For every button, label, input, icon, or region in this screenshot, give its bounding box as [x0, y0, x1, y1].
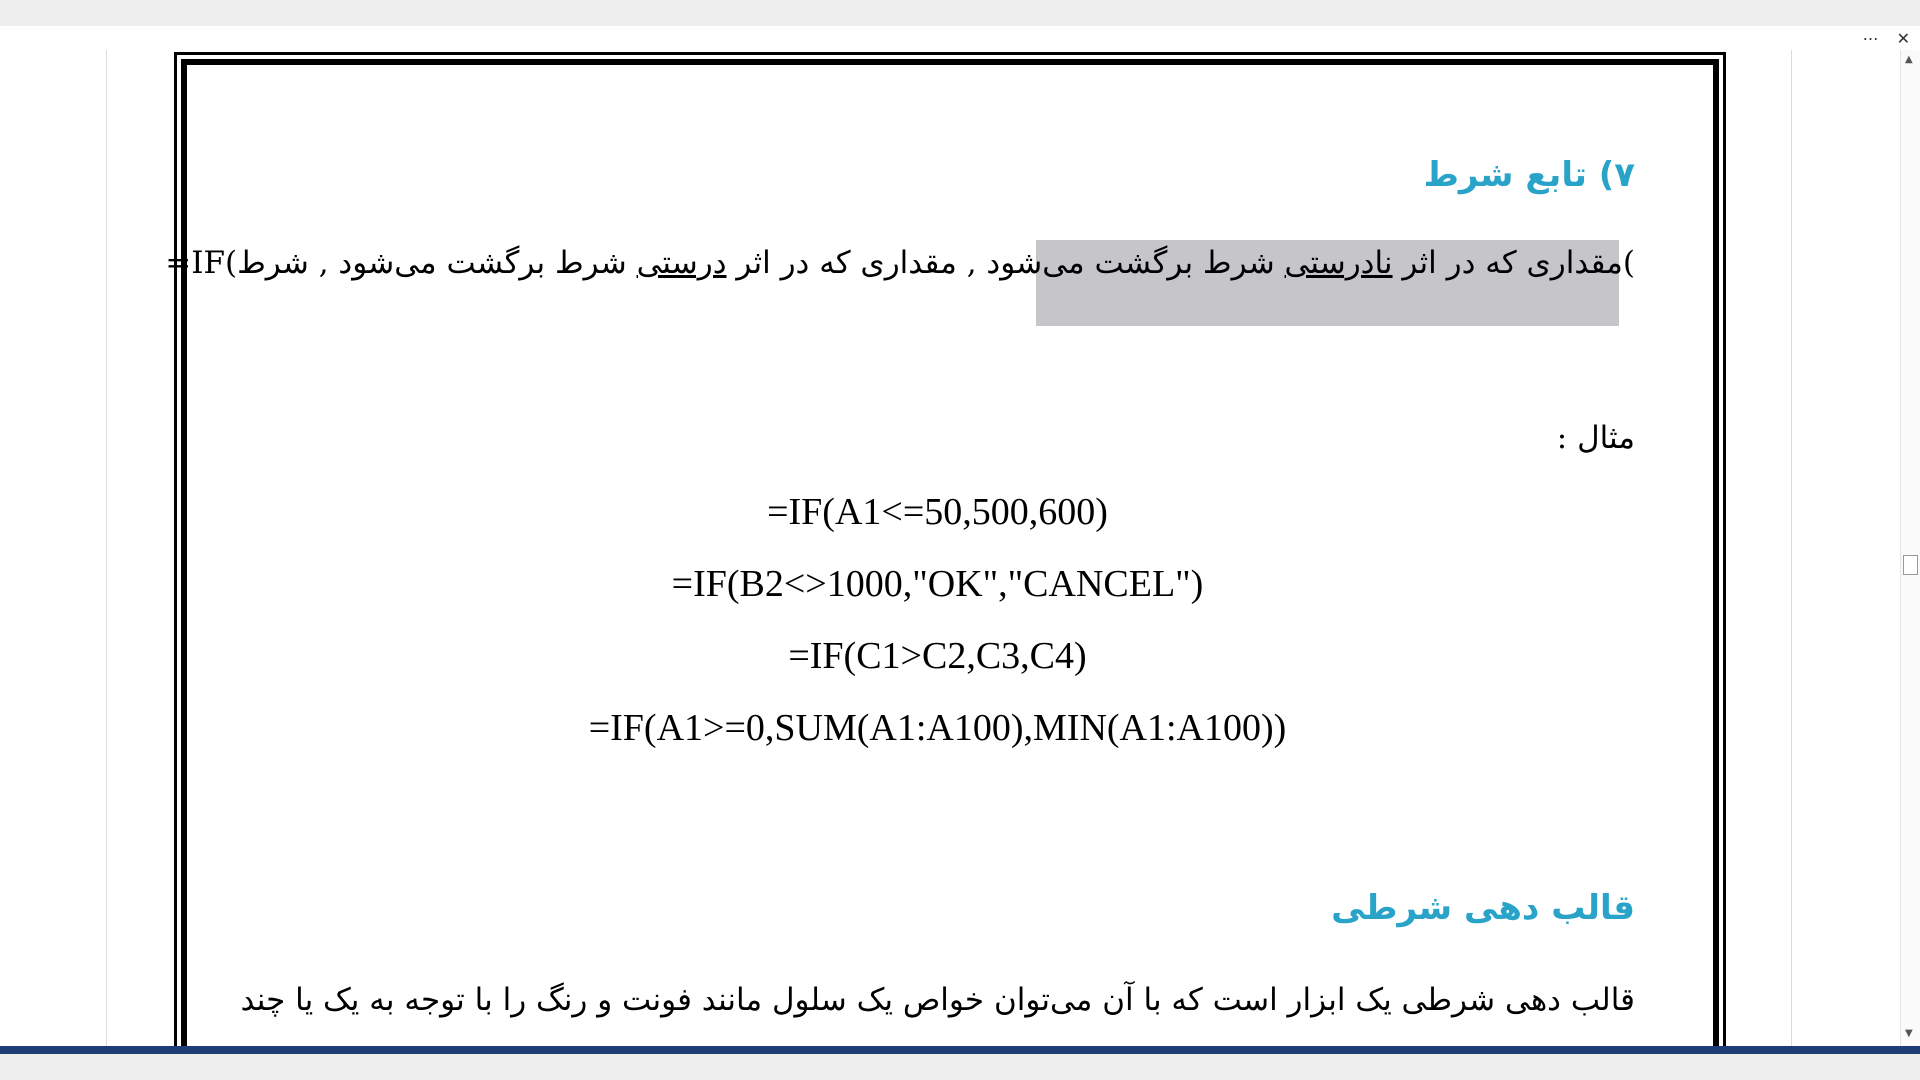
section-heading-conditional-formatting: قالب دهی شرطی — [1331, 888, 1635, 928]
syntax-true-part-a: مقداری که در اثر — [726, 245, 957, 281]
window-controls — [1863, 28, 1910, 48]
window-top-strip — [0, 0, 1920, 26]
right-margin-guide — [1791, 50, 1792, 1046]
scroll-thumb[interactable] — [1903, 555, 1918, 575]
syntax-true-underlined: درستی — [636, 245, 727, 281]
syntax-false-underlined: نادرستی — [1284, 245, 1393, 281]
window-bottom-strip — [0, 1054, 1920, 1080]
syntax-separator-2: , — [956, 245, 987, 281]
more-options-icon[interactable]: ⋯ — [1862, 28, 1879, 48]
formula-line-1: =IF(A1<=50,500,600) — [767, 491, 1108, 533]
scroll-up-icon[interactable]: ▲ — [1905, 54, 1913, 65]
syntax-prefix: =IF( — [165, 245, 238, 281]
formula-line-3: =IF(C1>C2,C3,C4) — [788, 635, 1087, 677]
example-label: مثال : — [1556, 420, 1635, 456]
formula-line-2: =IF(B2<>1000,"OK","CANCEL") — [671, 563, 1204, 605]
formula-line-4: =IF(A1>=0,SUM(A1:A100),MIN(A1:A100)) — [588, 707, 1287, 749]
left-margin-guide — [106, 50, 107, 1046]
if-syntax-line[interactable] — [165, 245, 1635, 281]
scroll-down-icon[interactable]: ▼ — [1905, 1028, 1913, 1039]
syntax-condition: شرط — [237, 245, 309, 281]
section-heading-if-function: ۷) تابع شرط — [1423, 155, 1635, 195]
syntax-false-part-b: شرط برگشت می‌شود — [986, 245, 1285, 281]
vertical-scrollbar[interactable] — [1900, 50, 1920, 1046]
syntax-false-part-a: مقداری که در اثر — [1392, 245, 1623, 281]
syntax-separator-1: , — [308, 245, 339, 281]
syntax-close-paren: ) — [1622, 245, 1635, 281]
syntax-true-part-b: شرط برگشت می‌شود — [338, 245, 637, 281]
close-icon[interactable]: ✕ — [1896, 28, 1910, 48]
taskbar-strip — [0, 1046, 1920, 1054]
conditional-formatting-paragraph: قالب دهی شرطی یک ابزار است که با آن می‌توان خواص یک سلول مانند فونت و رنگ را با توجه به یک یا چند — [240, 982, 1635, 1018]
